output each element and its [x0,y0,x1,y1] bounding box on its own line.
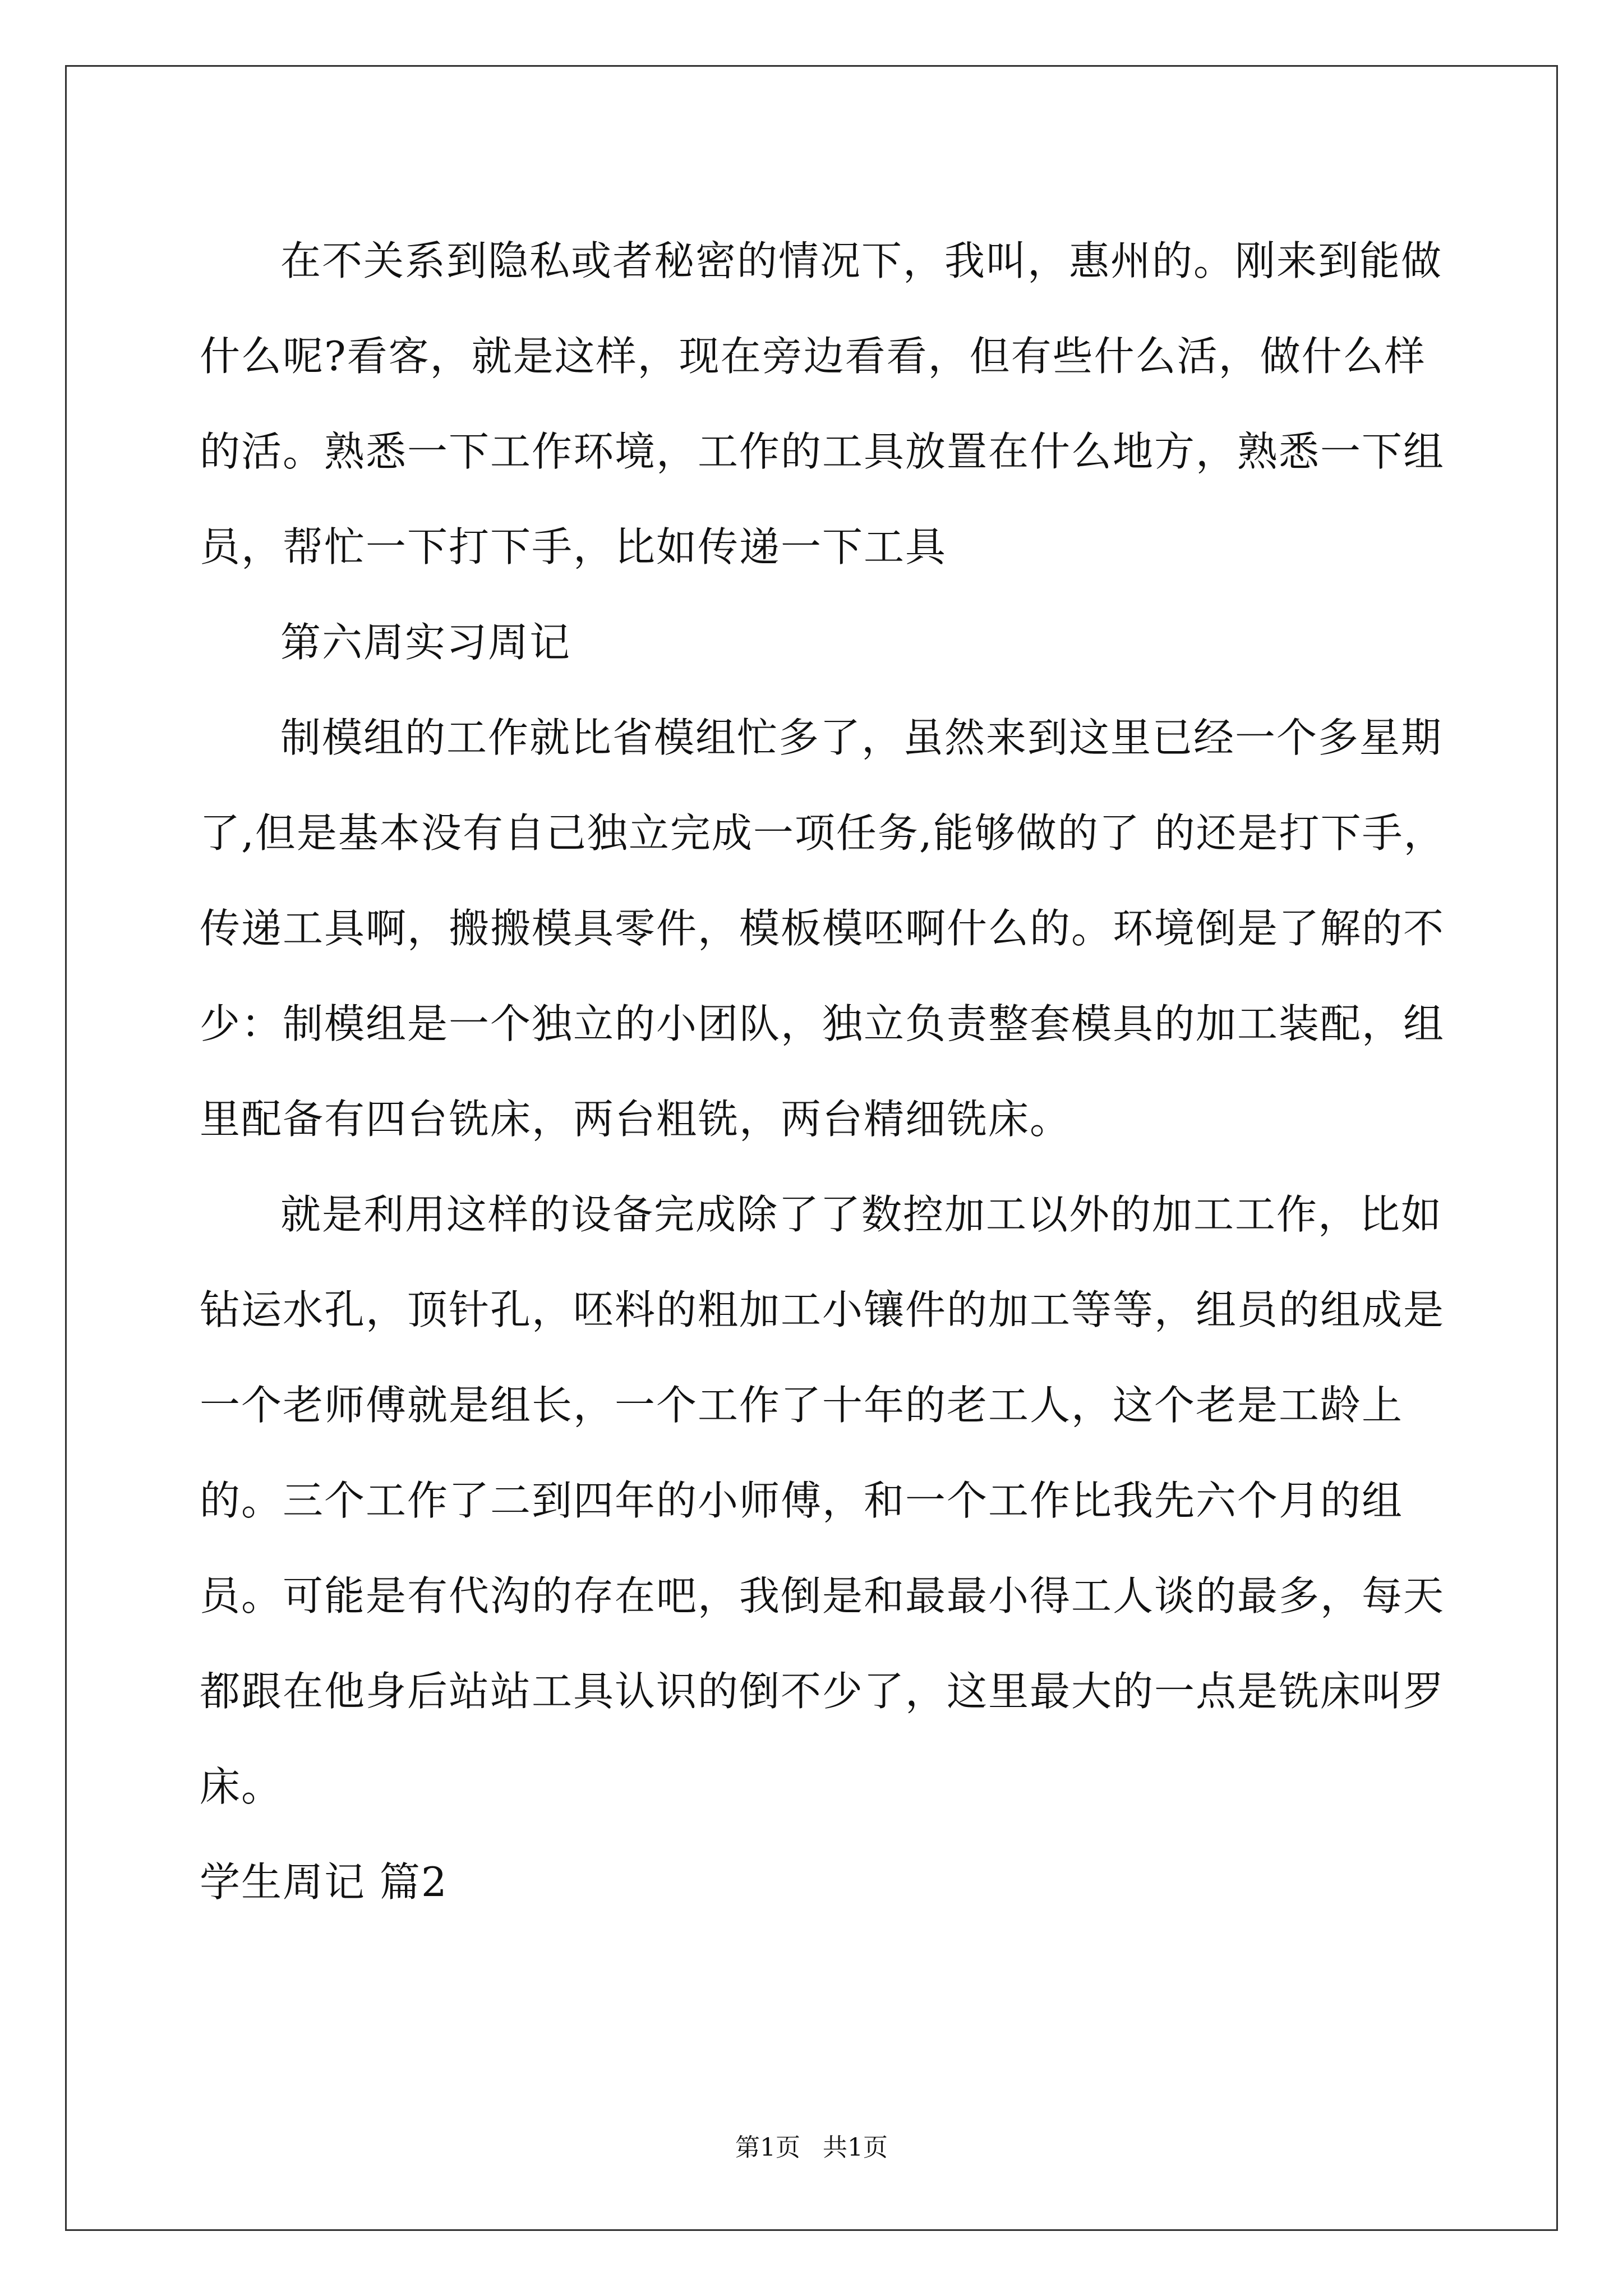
paragraph-1: 在不关系到隐私或者秘密的情况下，我叫，惠州的。刚来到能做什么呢?看客，就是这样，现在旁边看看，但有些什么活，做什么样的活。熟悉一下工作环境，工作的工具放置在什么地方，熟悉一下组员，帮忙一下打下手，比如传递一下工具 [200,237,1445,570]
paragraph-3: 制模组的工作就比省模组忙多了，虽然来到这里已经一个多星期了,但是基本没有自己独立完成一项任务,能够做的了 的还是打下手，传递工具啊，搬搬模具零件，模板模呸啊什么的。环境倒是了解的不少：制模组是一个独立的小团队，独立负责整套模具的加工装配，组里配备有四台铣床，两台粗铣，两台精细铣床。 [200,714,1445,1143]
section-heading: 学生周记 篇2 [200,1858,448,1906]
page-total: 共1页 [823,2133,888,2162]
document-body [200,213,1456,1930]
paragraph-2-title: 第六周实习周记 [280,619,571,666]
page-footer [0,2127,1623,2163]
page-number: 第1页 [735,2133,800,2162]
paragraph-4: 就是利用这样的设备完成除了了数控加工以外的加工工作，比如钻运水孔，顶针孔，呸料的粗加工小镶件的加工等等，组员的组成是一个老师傅就是组长，一个工作了十年的老工人，这个老是工龄上的。三个工作了二到四年的小师傅，和一个工作比我先六个月的组员。可能是有代沟的存在吧，我倒是和最最小得工人谈的最多，每天都跟在他身后站站工具认识的倒不少了，这里最大的一点是铣床叫罗床。 [200,1191,1445,1810]
